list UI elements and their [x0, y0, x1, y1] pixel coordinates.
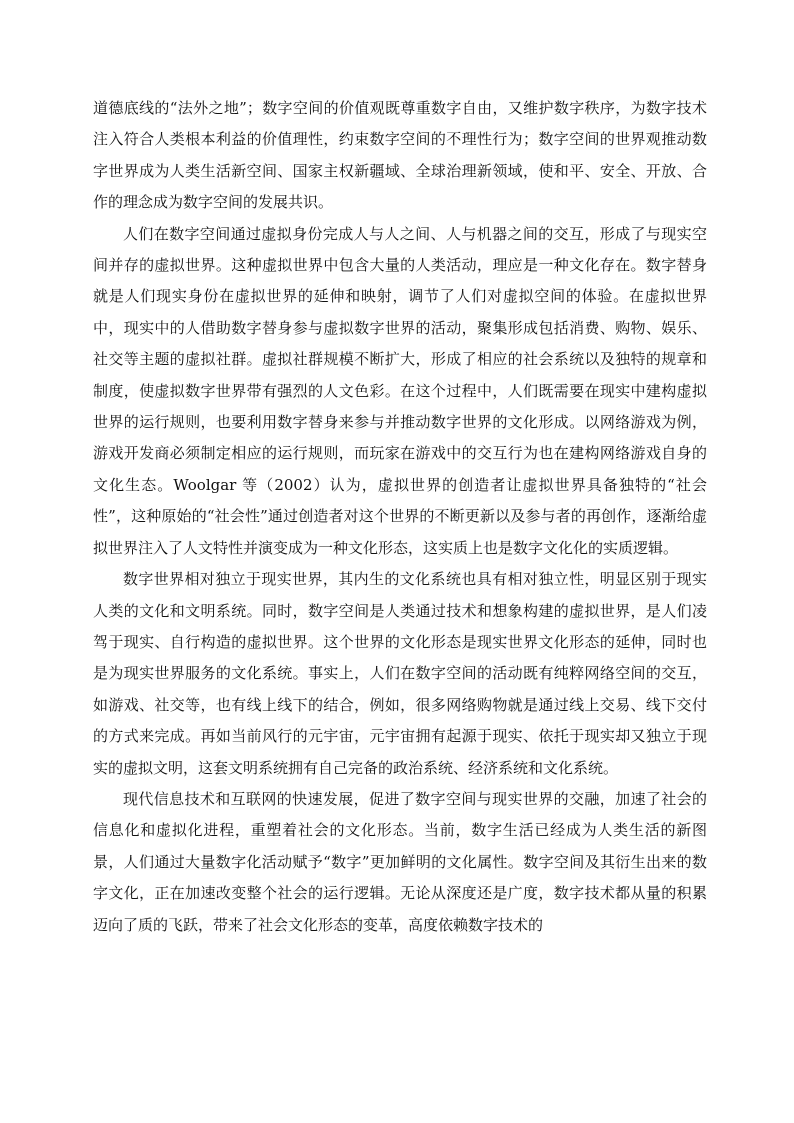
paragraph-3: 数字世界相对独立于现实世界，其内生的文化系统也具有相对独立性，明显区别于现实人类的文化和文明系统。同时，数字空间是人类通过技术和想象构建的虚拟世界，是人们凌驾于现实、自行构造的虚拟世界。这个世界的文化形态是现实世界文化形态的延伸，同时也是为现实世界服务的文化系统。事实上，人们在数字空间的活动既有纯粹网络空间的交互，如游戏、社交等，也有线上线下的结合，例如，很多网络购物就是通过线上交易、线下交付的方式来完成。再如当前风行的元宇宙，元宇宙拥有起源于现实、依托于现实却又独立于现实的虚拟文明，这套文明系统拥有自己完备的政治系统、经济系统和文化系统。	[93, 570, 707, 777]
paragraph-2: 人们在数字空间通过虚拟身份完成人与人之间、人与机器之间的交互，形成了与现实空间并存的虚拟世界。这种虚拟世界中包含大量的人类活动，理应是一种文化存在。数字替身就是人们现实身份在虚拟世界的延伸和映射，调节了人们对虚拟空间的体验。在虚拟世界中，现实中的人借助数字替身参与虚拟数字世界的活动，聚集形成包括消费、购物、娱乐、社交等主题的虚拟社群。虚拟社群规模不断扩大，形成了相应的社会系统以及独特的规章和制度，使虚拟数字世界带有强烈的人文色彩。在这个过程中，人们既需要在现实中建构虚拟世界的运行规则，也要利用数字替身来参与并推动数字世界的文化形成。以网络游戏为例，游戏开发商必须制定相应的运行规则，而玩家在游戏中的交互行为也在建构网络游戏自身的文化生态。Woolgar 等（2002）认为，虚拟世界的创造者让虚拟世界具备独特的“社会性”，这种原始的“社会性”通过创造者对这个世界的不断更新以及参与者的再创作，逐渐给虚拟世界注入了人文特性并演变成为一种文化形态，这实质上也是数字文化化的实质逻辑。	[93, 224, 707, 557]
paragraph-1: 道德底线的“法外之地”；数字空间的价值观既尊重数字自由，又维护数字秩序，为数字技术注入符合人类根本利益的价值理性，约束数字空间的不理性行为；数字空间的世界观推动数字世界成为人类生活新空间、国家主权新疆域、全球治理新领域，使和平、安全、开放、合作的理念成为数字空间的发展共识。	[93, 99, 707, 212]
document-body	[93, 93, 707, 941]
paragraph-4: 现代信息技术和互联网的快速发展，促进了数字空间与现实世界的交融，加速了社会的信息化和虚拟化进程，重塑着社会的文化形态。当前，数字生活已经成为人类生活的新图景，人们通过大量数字化活动赋予“数字”更加鲜明的文化属性。数字空间及其衍生出来的数字文化，正在加速改变整个社会的运行逻辑。无论从深度还是广度，数字技术都从量的积累迈向了质的飞跃，带来了社会文化形态的变革，高度依赖数字技术的	[93, 789, 707, 934]
